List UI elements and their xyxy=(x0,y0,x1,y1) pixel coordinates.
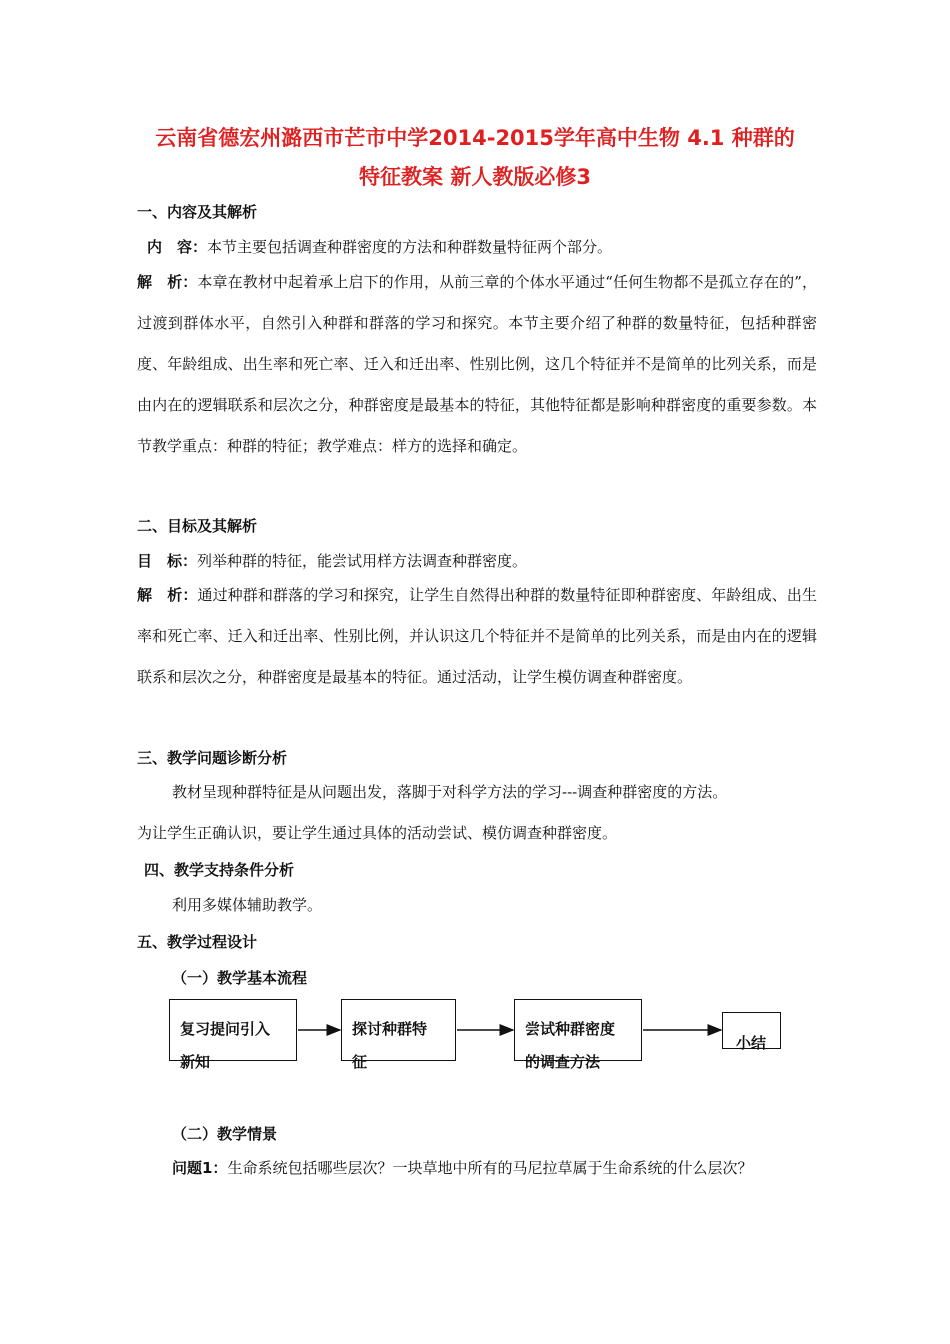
goal-text: 列举种群的特征，能尝试用样方法调查种群密度。 xyxy=(197,552,528,570)
section-4-heading: 四、教学支持条件分析 xyxy=(144,861,295,879)
section-5-heading: 五、教学过程设计 xyxy=(137,933,258,951)
analysis-label: 解 析： xyxy=(137,273,198,291)
section-3-line-1: 教材呈现种群特征是从问题出发，落脚于对科学方法的学习---调查种群密度的方法。 xyxy=(172,783,728,801)
subsection-basic-flow: （一）教学基本流程 xyxy=(172,969,308,987)
flow-box-survey-line-1: 尝试种群密度 xyxy=(525,1020,616,1038)
content-text: 本节主要包括调查种群密度的方法和种群数量特征两个部分。 xyxy=(207,238,613,256)
analysis-label: 解 析： xyxy=(137,586,198,604)
section-4-text: 利用多媒体辅助教学。 xyxy=(172,896,323,914)
document-title-line-2: 特征教案 新人教版必修3 xyxy=(359,165,591,189)
flow-box-survey-line-2: 的调查方法 xyxy=(525,1053,601,1071)
flow-box-summary-line-1: 小结 xyxy=(736,1034,767,1052)
analysis-text: 本章在教材中起着承上启下的作用，从前三章的个体水平通过“任何生物都不是孤立存在的”，过渡到群体水平，自然引入种群和群落的学习和探究。本节主要介绍了种群的数量特征，包括种群密度、年龄组成、出生率和死亡率、迁入和迁出率、性别比例，这几个特征并不是简单的比列关系，而是由内在的逻辑联系和层次之分，种群密度是最基本的特征，其他特征都是影响种群密度的重要参数。本节教学重点：种群的特征；教学难点：样方的选择和确定。 xyxy=(137,273,817,455)
flow-box-explore-line-1: 探讨种群特 xyxy=(352,1020,428,1038)
flow-box-explore-line-2: 征 xyxy=(352,1053,368,1071)
analysis-text: 通过种群和群落的学习和探究，让学生自然得出种群的数量特征即种群密度、年龄组成、出生率和死亡率、迁入和迁出率、性别比例，并认识这几个特征并不是简单的比列关系，而是由内在的逻辑联系和层次之分，种群密度是最基本的特征。通过活动，让学生模仿调查种群密度。 xyxy=(137,586,817,686)
flow-box-review-line-1: 复习提问引入 xyxy=(180,1020,271,1038)
question-1-label: 问题1： xyxy=(172,1159,228,1177)
goal-label: 目 标： xyxy=(137,552,198,570)
question-1-text: 生命系统包括哪些层次？一块草地中所有的马尼拉草属于生命系统的什么层次？ xyxy=(227,1159,753,1177)
subsection-teaching-scenario: （二）教学情景 xyxy=(172,1125,278,1143)
section-2-heading: 二、目标及其解析 xyxy=(137,517,258,535)
section-3-line-2: 为让学生正确认识，要让学生通过具体的活动尝试、模仿调查种群密度。 xyxy=(137,824,618,842)
document-title-line-1: 云南省德宏州潞西市芒市中学2014-2015学年高中生物 4.1 种群的 xyxy=(155,126,795,150)
question-1-row xyxy=(172,1158,752,1178)
section-3-heading: 三、教学问题诊断分析 xyxy=(137,749,288,767)
content-label: 内 容： xyxy=(147,238,208,256)
flow-box-review-line-2: 新知 xyxy=(180,1053,211,1071)
section-1-heading: 一、内容及其解析 xyxy=(137,203,258,221)
